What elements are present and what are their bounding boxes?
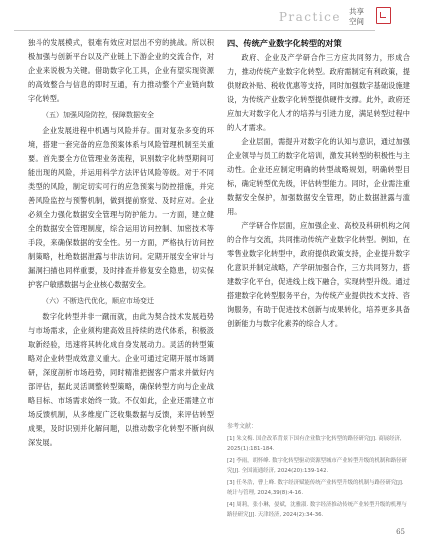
subsection-heading: （五）加强风险防控，保障数据安全: [42, 111, 154, 119]
brand-logo-icon: [376, 7, 391, 24]
header-rule: [14, 30, 375, 31]
body-paragraph: 数字化转型并非一蹴而就，由此为契合技术发展趋势与市场需求，企业须构建高效且持续的迭代体系，积极汲取新经验，迅速将其转化成自身发展动力。灵活的转型策略对企业转型成效意义重大。企业可通过定期开展市场调研，深度剖析市场趋势，同时精准把握客户需求并做好内部评估，据此灵活调整转型策略，确保转型方向与企业战略目标、市场需求始终一致。不仅如此，企业还需建立市场反馈机制，从多维度广泛收集数据与反馈，来评估转型成果，及时识别并化解问题，以推动数字化转型不断向纵深发展。: [28, 312, 214, 447]
section-brand-label: [349, 7, 373, 27]
reference-item: [3] 任冬浩，曹上峰. 数字经济赋能传统产业转型升级的机制与路径研究[J]. 统计与管理, 2024,39(8):4-16.: [227, 480, 404, 496]
page-number: 65: [396, 528, 405, 536]
references: [227, 422, 410, 522]
reference-item: [4] 周莉，张小琳，晏斌，沈雅淑. 数字经济推动传统产业转型升级的机理与路径研究[J]. 天津经济, 2024(2):34-36.: [227, 502, 407, 518]
section-brand-label-line2: 空间: [349, 17, 364, 26]
reference-item: [2] 李雨，胡怀峰. 数字化转型驱动资源型城市产业转型升级的机制和路径研究[J]. 全国流通经济, 2024(20):139-142.: [227, 458, 407, 474]
body-paragraph: 产学研合作层面，应加强企业、高校及科研机构之间的合作与交流，共同推动传统产业数字化转型。例如，在零售业数字化转型中，政府提供政策支持，企业提升数字化意识并制定战略，产学研加强合作，三方共同努力，搭建数字化平台，促进线上线下融合，实现转型升级。通过搭建数字化转型服务平台，为传统产业提供技术支持、咨询服务，有助于促进技术创新与成果转化，培养更多具备创新能力与数字化素养的综合人才。: [227, 221, 410, 328]
section-brand-label-line1: 共享: [349, 7, 364, 16]
body-paragraph: 企业层面，需提升对数字化的认知与意识，通过加强企业领导与员工的数字化培训，激发其转型的积极性与主动性。企业还应制定明确的转型战略规划，明确转型目标，确定转型优先级，评估转型能力。同时，企业需注重数据安全保护，加强数据安全管理，防止数据泄露与滥用。: [227, 137, 410, 216]
right-column: [227, 36, 410, 331]
section-heading: 四、传统产业数字化转型的对策: [227, 38, 342, 48]
subsection-heading: （六）不断迭代优化，顺应市场变迁: [42, 297, 154, 305]
references-title: 参考文献：: [227, 423, 258, 430]
left-column: [28, 36, 214, 450]
section-brand-word: Practice: [278, 10, 341, 24]
body-paragraph: 独斗的发展模式，很难有效应对层出不穷的挑战。所以积极加强与创新平台以及产业链上下游企业的交流合作，对企业来说极为关键。借助数字化工具，企业有望实现资源的高效整合与信息的即时互通，有力推动整个产业链向数字化转型。: [28, 38, 214, 103]
reference-item: [1] 朱文梅. 国企改革背景下国有企业数字化转型的路径研究[J]. 商展经济, 2025(1):181-184.: [227, 436, 402, 452]
body-paragraph: 企业发展进程中机遇与风险并存。面对复杂多变的环境，搭建一套完备的应急预案体系与风险管理机制至关重要。首先要全方位管理业务流程，识别数字化转型期间可能出现的风险，并运用科学方法评估风险等级。对于不同类型的风险，制定切实可行的应急预案与防控措施，并完善风险监控与预警机制，做到提前察觉、及时应对。企业必须全力强化数据安全管理与防护能力。一方面，建立健全的数据安全管理制度，综合运用访问控制、加密技术等手段，来确保数据的安全性。另一方面，严格执行访问控制策略，杜绝数据泄露与非法访问。定期开展安全审计与漏洞扫描也同样重要，及时排查并修复安全隐患，切实保护客户敏感数据与企业核心数据安全。: [28, 126, 214, 289]
body-paragraph: 政府、企业及产学研合作三方应共同努力，形成合力，推动传统产业数字化转型。政府需制定有利政策，提供财政补贴、税收优惠等支持，同时加强数字基础设施建设，为传统产业数字化转型提供硬件支撑。此外，政府还应加大对数字化人才的培养与引进力度，满足转型过程中的人才需求。: [227, 53, 410, 132]
